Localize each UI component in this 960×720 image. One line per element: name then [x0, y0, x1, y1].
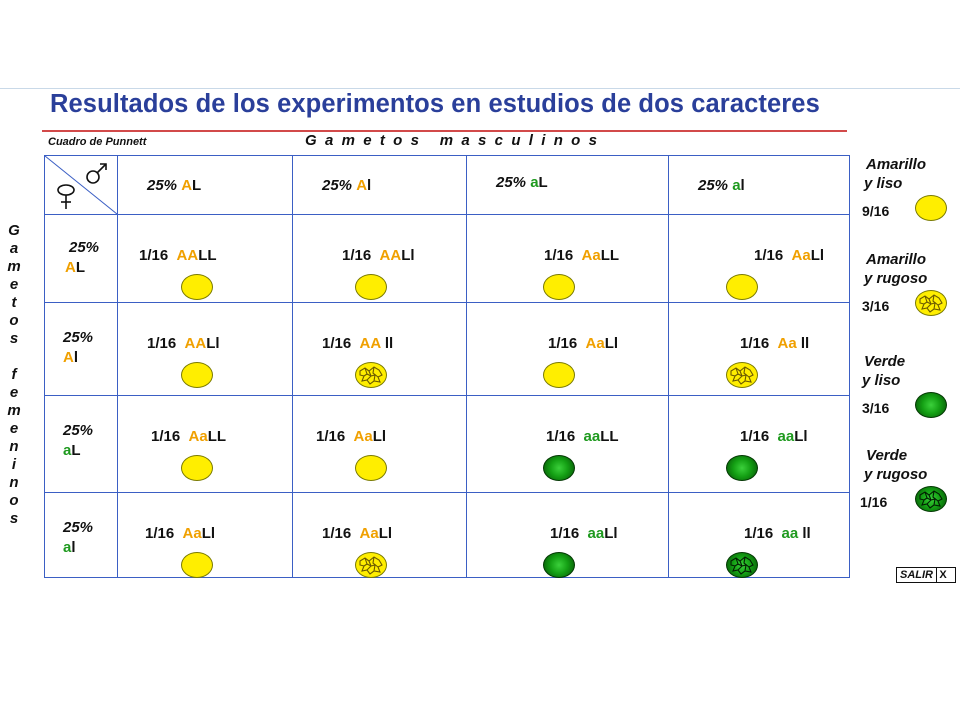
genotype-fraction: 1/16: [550, 525, 588, 542]
female-gametes-letter: o: [9, 492, 19, 509]
genotype-label: [548, 335, 618, 352]
allele-pair: Ll: [206, 335, 220, 352]
genotype-fraction: 1/16: [147, 335, 185, 352]
gamete-percent: 25%: [63, 329, 94, 346]
allele-pair: Aa: [353, 428, 373, 445]
allele-l: L: [71, 442, 81, 459]
allele-pair: Aa: [188, 428, 208, 445]
female-gametes-letter: a: [9, 240, 19, 257]
genotype-label: [744, 525, 811, 542]
female-gametes-letter: n: [9, 474, 19, 491]
gamete-alleles: [63, 441, 93, 461]
gamete-percent: 25%: [698, 177, 733, 194]
female-symbol-icon: [53, 182, 79, 212]
female-gametes-letter: o: [9, 312, 19, 329]
genotype-label: [546, 428, 619, 445]
genotype-fraction: 1/16: [548, 335, 586, 352]
pea-yellow-wrinkled: [355, 362, 387, 388]
gamete-percent: 25%: [69, 239, 100, 256]
genotype-fraction: 1/16: [744, 525, 782, 542]
legend-line2: y rugoso: [864, 270, 928, 287]
genotype-label: [151, 428, 226, 445]
female-gametes-label: [4, 222, 24, 528]
punnett-subtitle: Cuadro de Punnett: [48, 136, 147, 148]
genotype-fraction: 1/16: [546, 428, 584, 445]
grid-row-line: [45, 395, 849, 396]
pea-yellow-smooth: [543, 274, 575, 300]
gamete-percent: 25%: [322, 177, 357, 194]
allele-pair: AA: [359, 335, 381, 352]
allele-pair: Ll: [604, 335, 619, 352]
male-gametes-label: Gametos masculinos: [305, 132, 606, 149]
allele-pair: Ll: [378, 525, 393, 542]
female-gametes-letter: e: [9, 276, 19, 293]
grid-row-line: [45, 214, 849, 215]
exit-button[interactable]: [896, 567, 956, 583]
female-gamete-header: [63, 238, 99, 278]
pea-yellow-smooth: [181, 552, 213, 578]
genotype-label: [740, 335, 809, 352]
top-divider: [0, 88, 960, 89]
genotype-fraction: 1/16: [544, 247, 582, 264]
female-gametes-letter: e: [9, 384, 19, 401]
allele-pair: AA: [379, 247, 402, 264]
genotype-fraction: 1/16: [342, 247, 380, 264]
pea-yellow-smooth: [726, 274, 758, 300]
pea-yellow-smooth: [543, 362, 575, 388]
allele-pair: aa: [583, 428, 601, 445]
legend-line1: Amarillo: [866, 156, 927, 173]
legend-ratio: 3/16: [862, 298, 890, 314]
genotype-fraction: 1/16: [145, 525, 183, 542]
grid-col-line: [292, 156, 293, 577]
allele-pair: Aa: [777, 335, 797, 352]
grid-col-line: [668, 156, 669, 577]
pea-yellow-smooth: [355, 455, 387, 481]
genotype-label: [145, 525, 215, 542]
allele-pair: LL: [600, 247, 620, 264]
legend-label: [864, 155, 926, 193]
female-gametes-letter: f: [11, 366, 17, 383]
legend-pea-green-smooth: [915, 392, 947, 418]
allele-pair: Ll: [794, 428, 808, 445]
legend-line1: Verde: [866, 447, 908, 464]
male-symbol-icon: [82, 160, 112, 188]
legend-label: [864, 446, 927, 484]
female-gametes-letter: t: [11, 294, 17, 311]
legend-line1: Amarillo: [866, 251, 927, 268]
allele-l: l: [740, 177, 745, 194]
legend-pea-yellow-smooth: [915, 195, 947, 221]
pea-green-smooth: [543, 455, 575, 481]
allele-l: l: [367, 177, 372, 194]
genotype-fraction: 1/16: [316, 428, 354, 445]
genotype-label: [544, 247, 619, 264]
legend-pea-green-wrinkled: [915, 486, 947, 512]
pea-yellow-wrinkled: [355, 552, 387, 578]
genotype-fraction: 1/16: [151, 428, 189, 445]
female-gametes-letter: s: [9, 330, 19, 347]
allele-pair: Aa: [182, 525, 202, 542]
genotype-label: [316, 428, 386, 445]
male-gamete-header: [322, 177, 371, 194]
allele-pair: aa: [781, 525, 799, 542]
punnett-square: [44, 155, 850, 578]
allele-pair: Ll: [810, 247, 825, 264]
male-gamete-header: [147, 177, 201, 194]
pea-green-smooth: [543, 552, 575, 578]
pea-yellow-smooth: [181, 455, 213, 481]
gamete-percent: 25%: [496, 174, 531, 191]
allele-a: A: [63, 349, 74, 366]
allele-pair: LL: [207, 428, 227, 445]
legend-line2: y liso: [862, 372, 901, 389]
legend-line1: Verde: [864, 353, 906, 370]
gamete-percent: 25%: [63, 519, 94, 536]
pea-green-smooth: [726, 455, 758, 481]
allele-pair: Aa: [585, 335, 605, 352]
genotype-label: [754, 247, 824, 264]
pea-yellow-smooth: [355, 274, 387, 300]
female-gametes-letter: s: [9, 510, 19, 527]
exit-button-label: SALIR: [900, 569, 933, 581]
female-gametes-letter: n: [9, 438, 19, 455]
allele-a: a: [530, 174, 539, 191]
grid-row-line: [45, 492, 849, 493]
allele-pair: ll: [800, 335, 810, 352]
genotype-label: [740, 428, 808, 445]
gamete-percent: 25%: [147, 177, 182, 194]
legend-line2: y rugoso: [864, 466, 928, 483]
legend-pea-yellow-wrinkled: [915, 290, 947, 316]
allele-pair: ll: [802, 525, 811, 542]
pea-green-wrinkled: [726, 552, 758, 578]
gamete-alleles: [63, 538, 93, 558]
grid-col-line: [466, 156, 467, 577]
genotype-label: [322, 525, 392, 542]
female-gametes-letter: m: [7, 258, 21, 275]
close-icon: X: [936, 568, 949, 582]
allele-pair: Aa: [581, 247, 601, 264]
gamete-alleles: [65, 258, 99, 278]
legend-ratio: 3/16: [862, 400, 890, 416]
legend-line2: y liso: [864, 175, 903, 192]
allele-l: l: [71, 539, 76, 556]
genotype-label: [342, 247, 415, 264]
grid-row-line: [45, 302, 849, 303]
male-gamete-header: [496, 174, 548, 191]
legend-ratio: 9/16: [862, 203, 890, 219]
genotype-fraction: 1/16: [740, 428, 778, 445]
pea-yellow-smooth: [181, 274, 213, 300]
allele-a: A: [181, 177, 193, 194]
legend-ratio: 1/16: [860, 494, 888, 510]
allele-pair: Aa: [791, 247, 811, 264]
allele-pair: Ll: [401, 247, 415, 264]
allele-a: a: [63, 442, 72, 459]
allele-pair: ll: [384, 335, 394, 352]
genotype-fraction: 1/16: [139, 247, 177, 264]
allele-a: a: [63, 539, 72, 556]
allele-l: L: [538, 174, 548, 191]
allele-l: L: [192, 177, 202, 194]
allele-pair: Aa: [359, 525, 379, 542]
allele-pair: Ll: [201, 525, 216, 542]
legend-label: [862, 352, 905, 390]
allele-a: A: [65, 259, 76, 276]
allele-l: L: [75, 259, 86, 276]
gamete-percent: 25%: [63, 422, 94, 439]
female-gamete-header: [63, 421, 93, 461]
genotype-fraction: 1/16: [754, 247, 792, 264]
genotype-label: [147, 335, 220, 352]
female-gamete-header: [63, 328, 93, 368]
allele-pair: aa: [587, 525, 605, 542]
female-gametes-letter: i: [11, 456, 17, 473]
genotype-fraction: 1/16: [740, 335, 778, 352]
pea-yellow-wrinkled: [726, 362, 758, 388]
legend-label: [864, 250, 927, 288]
female-gamete-header: [63, 518, 93, 558]
allele-pair: aa: [777, 428, 795, 445]
female-gametes-letter: [4, 348, 24, 366]
allele-a: a: [732, 177, 741, 194]
genotype-fraction: 1/16: [322, 335, 360, 352]
female-gametes-letter: G: [8, 222, 20, 239]
allele-pair: LL: [198, 247, 217, 264]
allele-pair: AA: [176, 247, 199, 264]
genotype-label: [322, 335, 393, 352]
allele-pair: LL: [600, 428, 619, 445]
allele-pair: AA: [184, 335, 207, 352]
corner-cell: [45, 156, 117, 214]
allele-l: l: [73, 349, 79, 366]
allele-pair: Ll: [604, 525, 618, 542]
genotype-label: [550, 525, 618, 542]
grid-col-line: [117, 156, 118, 577]
genotype-label: [139, 247, 217, 264]
male-gamete-header: [698, 177, 745, 194]
genotype-fraction: 1/16: [322, 525, 360, 542]
allele-a: A: [356, 177, 368, 194]
female-gametes-letter: e: [9, 420, 19, 437]
female-gametes-letter: m: [7, 402, 21, 419]
gamete-alleles: [63, 348, 93, 368]
allele-pair: Ll: [372, 428, 387, 445]
pea-yellow-smooth: [181, 362, 213, 388]
page-title: Resultados de los experimentos en estudios de dos caracteres: [50, 90, 820, 118]
